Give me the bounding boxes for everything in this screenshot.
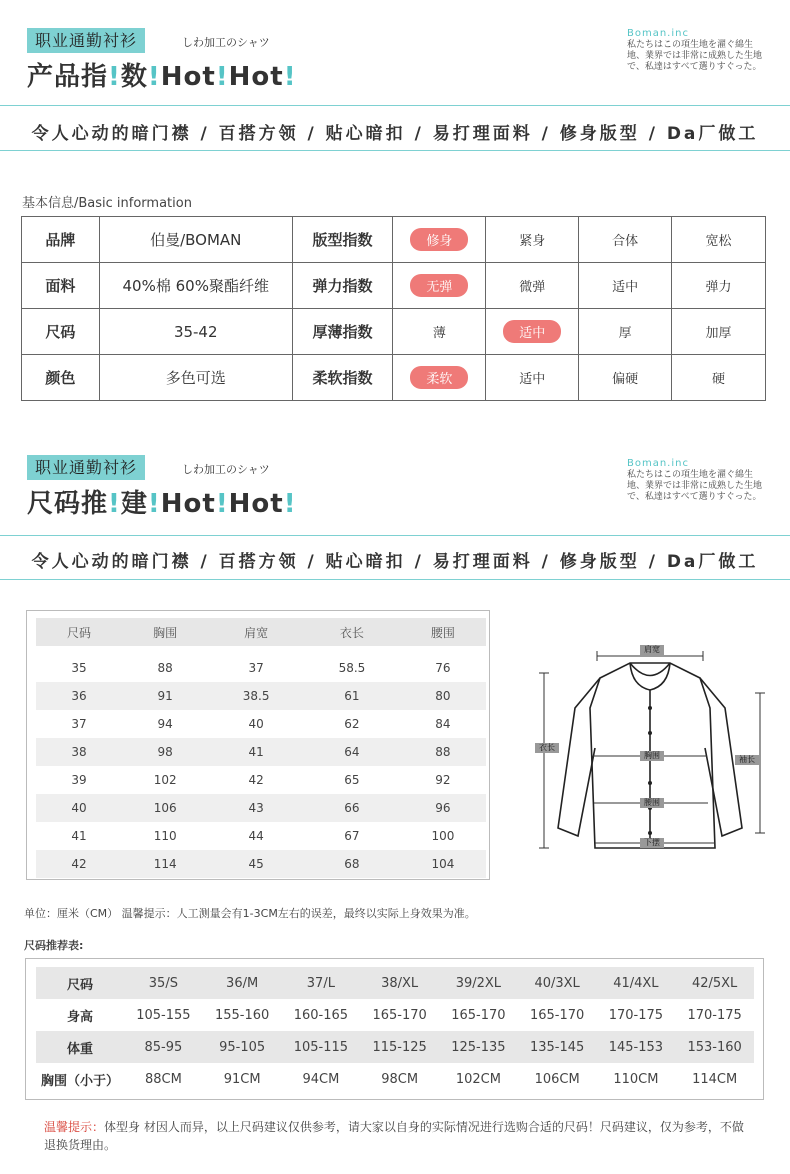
divider xyxy=(0,150,790,151)
index-level-label: 紧身 xyxy=(519,234,546,249)
recommend-cell: 91CM xyxy=(223,1071,261,1087)
recommend-cell: 42/5XL xyxy=(675,967,754,999)
hem-label: 下摆 xyxy=(640,838,664,848)
size-cell: 38 xyxy=(36,738,122,766)
brand-description: 私たちはこの項生地を濯ぐ綿生地、業界では非常に成熟した生地で、私達はすべて選りすぐった。 xyxy=(627,40,763,72)
recommend-cell: 165-170 xyxy=(372,1007,427,1023)
recommend-cell: 115-125 xyxy=(360,1031,439,1063)
recommend-cell: 105-115 xyxy=(282,1031,361,1063)
info-key: 品牌 xyxy=(22,217,100,263)
size-cell: 40 xyxy=(36,794,122,822)
size-table xyxy=(36,618,486,878)
size-cell: 61 xyxy=(304,682,400,710)
category-tag: 职业通勤衬衫 xyxy=(27,28,145,53)
recommend-cell: 102CM xyxy=(455,1071,501,1087)
recommend-label: 尺码推荐表: xyxy=(24,939,84,952)
recommend-cell: 95-105 xyxy=(203,1031,282,1063)
size-row xyxy=(36,766,486,794)
section-title: 产品指!数!Hot!Hot! xyxy=(27,62,297,92)
recommend-cell: 40/3XL xyxy=(518,967,597,999)
size-cell: 102 xyxy=(153,773,177,787)
index-name: 弹力指数 xyxy=(292,263,393,309)
slogan: 令人心动的暗门襟 / 百搭方领 / 贴心暗扣 / 易打理面料 / 修身版型 / Da厂做工 xyxy=(31,552,759,572)
warm-tip xyxy=(44,1118,754,1154)
index-name: 厚薄指数 xyxy=(292,309,393,355)
info-row xyxy=(22,355,766,401)
size-cell: 58.5 xyxy=(338,661,366,675)
shirt-measurement-diagram xyxy=(530,638,770,858)
index-level-label: 薄 xyxy=(432,326,446,341)
brand-description: 私たちはこの項生地を濯ぐ綿生地、業界では非常に成熟した生地で、私達はすべて選りすぐった。 xyxy=(627,470,763,502)
info-value: 伯曼/BOMAN xyxy=(99,217,292,263)
size-cell: 40 xyxy=(248,717,264,731)
recommend-cell: 106CM xyxy=(534,1071,580,1087)
size-cell: 100 xyxy=(431,829,455,843)
divider xyxy=(0,579,790,580)
recommend-cell: 155-160 xyxy=(214,1007,270,1023)
brand-name: Boman.inc xyxy=(627,28,689,39)
recommend-cell: 88CM xyxy=(144,1071,182,1087)
index-level xyxy=(579,217,672,263)
japanese-subtitle: しわ加工のシャツ xyxy=(182,463,270,476)
index-level xyxy=(486,217,579,263)
index-level-active: 柔软 xyxy=(410,366,468,389)
size-cell: 44 xyxy=(248,829,264,843)
index-level-label: 偏硬 xyxy=(612,372,639,387)
recommend-cell: 38/XL xyxy=(360,967,439,999)
size-cell: 65 xyxy=(344,773,360,787)
index-name: 版型指数 xyxy=(292,217,393,263)
size-row xyxy=(36,682,486,710)
size-cell: 92 xyxy=(435,773,451,787)
recommend-cell: 125-135 xyxy=(439,1031,518,1063)
index-level xyxy=(672,217,766,263)
recommend-cell: 160-165 xyxy=(293,1007,349,1023)
size-header-cell: 衣长 xyxy=(304,618,400,646)
size-cell: 42 xyxy=(248,773,264,787)
info-key: 尺码 xyxy=(22,309,100,355)
size-cell: 80 xyxy=(400,682,486,710)
recommend-key: 胸围（小于） xyxy=(40,1073,119,1089)
info-key: 面料 xyxy=(22,263,100,309)
index-level-label: 硬 xyxy=(712,372,726,387)
size-chart xyxy=(26,610,490,880)
size-row xyxy=(36,850,486,878)
index-level xyxy=(672,263,766,309)
size-cell: 67 xyxy=(344,829,360,843)
recommend-cell: 94CM xyxy=(302,1071,340,1087)
info-value: 多色可选 xyxy=(99,355,292,401)
size-cell: 84 xyxy=(435,717,451,731)
size-cell: 68 xyxy=(304,850,400,878)
size-row xyxy=(36,794,486,822)
info-row xyxy=(22,217,766,263)
recommend-row xyxy=(36,999,754,1031)
recommend-key: 尺码 xyxy=(36,967,124,999)
size-cell: 88 xyxy=(157,661,173,675)
index-level-label: 适中 xyxy=(612,280,639,295)
size-header-cell: 胸围 xyxy=(122,618,208,646)
size-cell: 98 xyxy=(122,738,208,766)
index-level xyxy=(579,263,672,309)
slogan: 令人心动的暗门襟 / 百搭方领 / 贴心暗扣 / 易打理面料 / 修身版型 / Da厂做工 xyxy=(31,124,759,144)
shirt-icon xyxy=(530,638,770,858)
recommend-row xyxy=(36,1063,754,1095)
size-cell: 64 xyxy=(304,738,400,766)
size-cell: 110 xyxy=(153,829,177,843)
size-header-row xyxy=(36,618,486,646)
size-cell: 106 xyxy=(122,794,208,822)
info-key: 颜色 xyxy=(22,355,100,401)
index-level-label: 宽松 xyxy=(705,234,732,249)
unit-note: 单位：厘米（CM） 温馨提示：人工测量会有1-3CM左右的误差，最终以实际上身效果为准。 xyxy=(24,907,476,920)
index-level-active: 适中 xyxy=(503,320,561,343)
size-cell: 88 xyxy=(400,738,486,766)
recommend-cell: 36/M xyxy=(203,967,282,999)
size-cell: 76 xyxy=(435,661,451,675)
length-label: 衣长 xyxy=(535,743,559,753)
index-level-label: 合体 xyxy=(612,234,639,249)
shoulder-label: 肩宽 xyxy=(640,645,664,655)
recommend-cell: 110CM xyxy=(613,1071,659,1087)
recommend-cell: 165-170 xyxy=(529,1007,585,1023)
recommend-cell: 135-145 xyxy=(518,1031,597,1063)
index-level-label: 适中 xyxy=(519,372,546,387)
size-cell: 91 xyxy=(122,682,208,710)
size-cell: 38.5 xyxy=(208,682,304,710)
recommend-cell: 41/4XL xyxy=(597,967,676,999)
size-header-cell: 腰围 xyxy=(400,618,486,646)
size-cell: 43 xyxy=(208,794,304,822)
size-cell: 42 xyxy=(36,850,122,878)
info-value: 35-42 xyxy=(99,309,292,355)
index-level xyxy=(486,309,579,355)
size-cell: 45 xyxy=(208,850,304,878)
size-cell: 35 xyxy=(71,661,87,675)
size-row xyxy=(36,738,486,766)
size-cell: 94 xyxy=(157,717,173,731)
brand-block xyxy=(627,458,767,503)
recommend-cell: 37/L xyxy=(282,967,361,999)
recommend-cell: 145-153 xyxy=(597,1031,676,1063)
size-row xyxy=(36,822,486,850)
index-level xyxy=(486,355,579,401)
index-level-label: 弹力 xyxy=(705,280,732,295)
info-row xyxy=(22,309,766,355)
japanese-subtitle: しわ加工のシャツ xyxy=(182,36,270,49)
index-level xyxy=(579,309,672,355)
index-level-label: 微弹 xyxy=(519,280,546,295)
index-level xyxy=(393,355,486,401)
size-cell: 62 xyxy=(344,717,360,731)
recommend-cell: 165-170 xyxy=(451,1007,506,1023)
sleeve-label: 袖长 xyxy=(735,755,759,765)
recommend-cell: 105-155 xyxy=(136,1007,191,1023)
size-cell: 37 xyxy=(248,661,264,675)
chest-label: 胸围 xyxy=(640,751,664,761)
divider xyxy=(0,535,790,536)
index-level-label: 加厚 xyxy=(705,326,732,341)
index-level xyxy=(486,263,579,309)
size-cell: 41 xyxy=(71,829,87,843)
basic-info-table xyxy=(21,216,766,401)
size-row xyxy=(36,710,486,738)
index-level xyxy=(579,355,672,401)
size-cell: 41 xyxy=(208,738,304,766)
index-level xyxy=(393,263,486,309)
recommend-cell: 85-95 xyxy=(124,1031,203,1063)
index-level xyxy=(393,309,486,355)
size-cell: 114 xyxy=(122,850,208,878)
index-level-active: 无弹 xyxy=(410,274,468,297)
recommend-table xyxy=(36,967,754,1095)
recommend-cell: 153-160 xyxy=(675,1031,754,1063)
size-header-cell: 肩宽 xyxy=(208,618,304,646)
recommend-cell: 170-175 xyxy=(687,1007,742,1023)
index-level-active: 修身 xyxy=(410,228,468,251)
recommend-cell: 98CM xyxy=(381,1071,419,1087)
brand-block xyxy=(627,28,767,73)
index-level-label: 厚 xyxy=(618,326,632,341)
tip-text: 体型身 材因人而异，以上尺码建议仅供参考，请大家以自身的实际情况进行选购合适的尺码！尺码建议，仅为参考，不做退换货理由。 xyxy=(44,1120,744,1152)
brand-name: Boman.inc xyxy=(627,458,689,469)
waist-label: 腰围 xyxy=(640,798,664,808)
index-level xyxy=(672,355,766,401)
recommend-key: 身高 xyxy=(66,1009,93,1025)
size-header-cell: 尺码 xyxy=(36,618,122,646)
size-cell: 96 xyxy=(400,794,486,822)
index-level xyxy=(672,309,766,355)
index-level xyxy=(393,217,486,263)
recommend-key: 体重 xyxy=(36,1031,124,1063)
index-name: 柔软指数 xyxy=(292,355,393,401)
size-row xyxy=(36,654,486,682)
size-cell: 36 xyxy=(36,682,122,710)
recommend-chart xyxy=(25,958,764,1100)
recommend-row xyxy=(36,967,754,999)
recommend-cell: 170-175 xyxy=(608,1007,664,1023)
size-cell: 66 xyxy=(304,794,400,822)
divider xyxy=(0,105,790,106)
recommend-cell: 39/2XL xyxy=(439,967,518,999)
recommend-row xyxy=(36,1031,754,1063)
recommend-cell: 114CM xyxy=(692,1071,738,1087)
section-title: 尺码推!建!Hot!Hot! xyxy=(27,489,297,519)
size-cell: 37 xyxy=(71,717,87,731)
size-cell: 104 xyxy=(400,850,486,878)
size-cell: 39 xyxy=(71,773,87,787)
tip-label: 温馨提示： xyxy=(44,1120,105,1134)
info-value: 40%棉 60%聚酯纤维 xyxy=(99,263,292,309)
category-tag: 职业通勤衬衫 xyxy=(27,455,145,480)
basic-info-label: 基本信息/Basic information xyxy=(22,196,192,211)
info-row xyxy=(22,263,766,309)
recommend-cell: 35/S xyxy=(124,967,203,999)
